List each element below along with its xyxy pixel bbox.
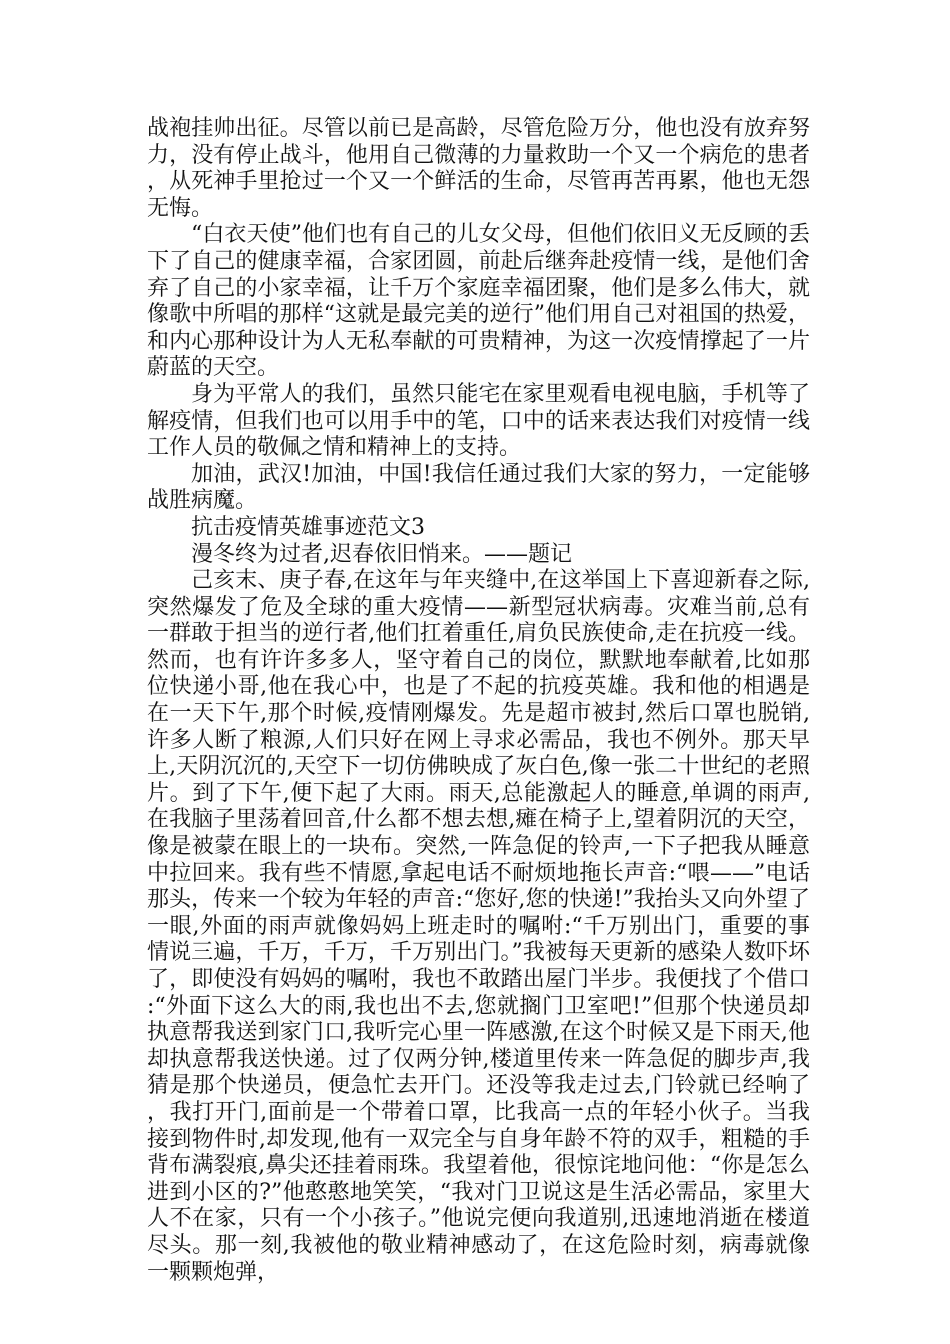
section-heading: 抗击疫情英雄事迹范文3 <box>191 514 425 540</box>
paragraph-4: 加油，武汉!加油，中国!我信任通过我们大家的努力，一定能够战胜病魔。 <box>147 461 810 514</box>
paragraph-3: 身为平常人的我们，虽然只能宅在家里观看电视电脑，手机等了解疫情，但我们也可以用手中的笔，口中的话来表达我们对疫情一线工作人员的敬佩之情和精神上的支持。 <box>147 381 810 461</box>
body-text <box>147 116 810 1286</box>
paragraph-7: 己亥末、庚子春,在这年与年夹缝中,在这举国上下喜迎新春之际,突然爆发了危及全球的重大疫情——新型冠状病毒。灾难当前,总有一群敢于担当的逆行者,他们扛着重任,肩负民族使命,走在抗疫一线。然而，也有许许多多人，坚守着自己的岗位，默默地奉献着,比如那位快递小哥,他在我心中，也是了不起的抗疫英雄。我和他的相遇是在一天下午,那个时候,疫情刚爆发。先是超市被封,然后口罩也脱销,许多人断了粮源,人们只好在网上寻求必需品，我也不例外。那天早上,天阴沉沉的,天空下一切仿佛映成了灰白色,像一张二十世纪的老照片。到了下午,便下起了大雨。雨天,总能激起人的睡意,单调的雨声,在我脑子里荡着回音,什么都不想去想,瘫在椅子上,望着阴沉的天空，像是被蒙在眼上的一块布。突然,一阵急促的铃声,一下子把我从睡意中拉回来。我有些不情愿,拿起电话不耐烦地拖长声音:“喂——”电话那头，传来一个较为年轻的声音:“您好,您的快递!”我抬头又向外望了一眼,外面的雨声就像妈妈上班走时的嘱咐:“千万别出门，重要的事情说三遍，千万，千万，千万别出门。”我被每天更新的感染人数吓坏了，即使没有妈妈的嘱咐，我也不敢踏出屋门半步。我便找了个借口:“外面下这么大的雨,我也出不去,您就搁门卫室吧!”但那个快递员却执意帮我送到家门口,我听完心里一阵感激,在这个时候又是下雨天,他却执意帮我送快递。过了仅两分钟,楼道里传来一阵急促的脚步声,我猜是那个快递员，便急忙去开门。还没等我走过去,门铃就已经响了，我打开门,面前是一个带着口罩，比我高一点的年轻小伙子。当我接到物件时,却发现,他有一双完全与自身年龄不符的双手，粗糙的手背布满裂痕,鼻尖还挂着雨珠。我望着他，很惊诧地问他：“你是怎么进到小区的?”他憨憨地笑笑，“我对门卫说这是生活必需品，家里大人不在家，只有一个小孩子。”他说完便向我道别,迅速地消逝在楼道尽头。那一刻,我被他的敬业精神感动了，在这危险时刻，病毒就像一颗颗炮弹， <box>147 568 810 1285</box>
paragraph-1: 战袍挂帅出征。尽管以前已是高龄，尽管危险万分，他也没有放弃努力，没有停止战斗，他用自己微薄的力量救助一个又一个病危的患者，从死神手里抢过一个又一个鲜活的生命，尽管再苦再累，他也无怨无悔。 <box>147 116 810 221</box>
paragraph-2: “白衣天使”他们也有自己的儿女父母，但他们依旧义无反顾的丢下了自己的健康幸福，合家团圆，前赴后继奔赴疫情一线，是他们舍弃了自己的小家幸福，让千万个家庭幸福团聚，他们是多么伟大，就像歌中所唱的那样“这就是最完美的逆行”他们用自己对祖国的热爱，和内心那种设计为人无私奉献的可贵精神，为这一次疫情撑起了一片蔚蓝的天空。 <box>147 222 810 381</box>
epigraph: 漫冬终为过者,迟春依旧悄来。——题记 <box>191 541 572 567</box>
